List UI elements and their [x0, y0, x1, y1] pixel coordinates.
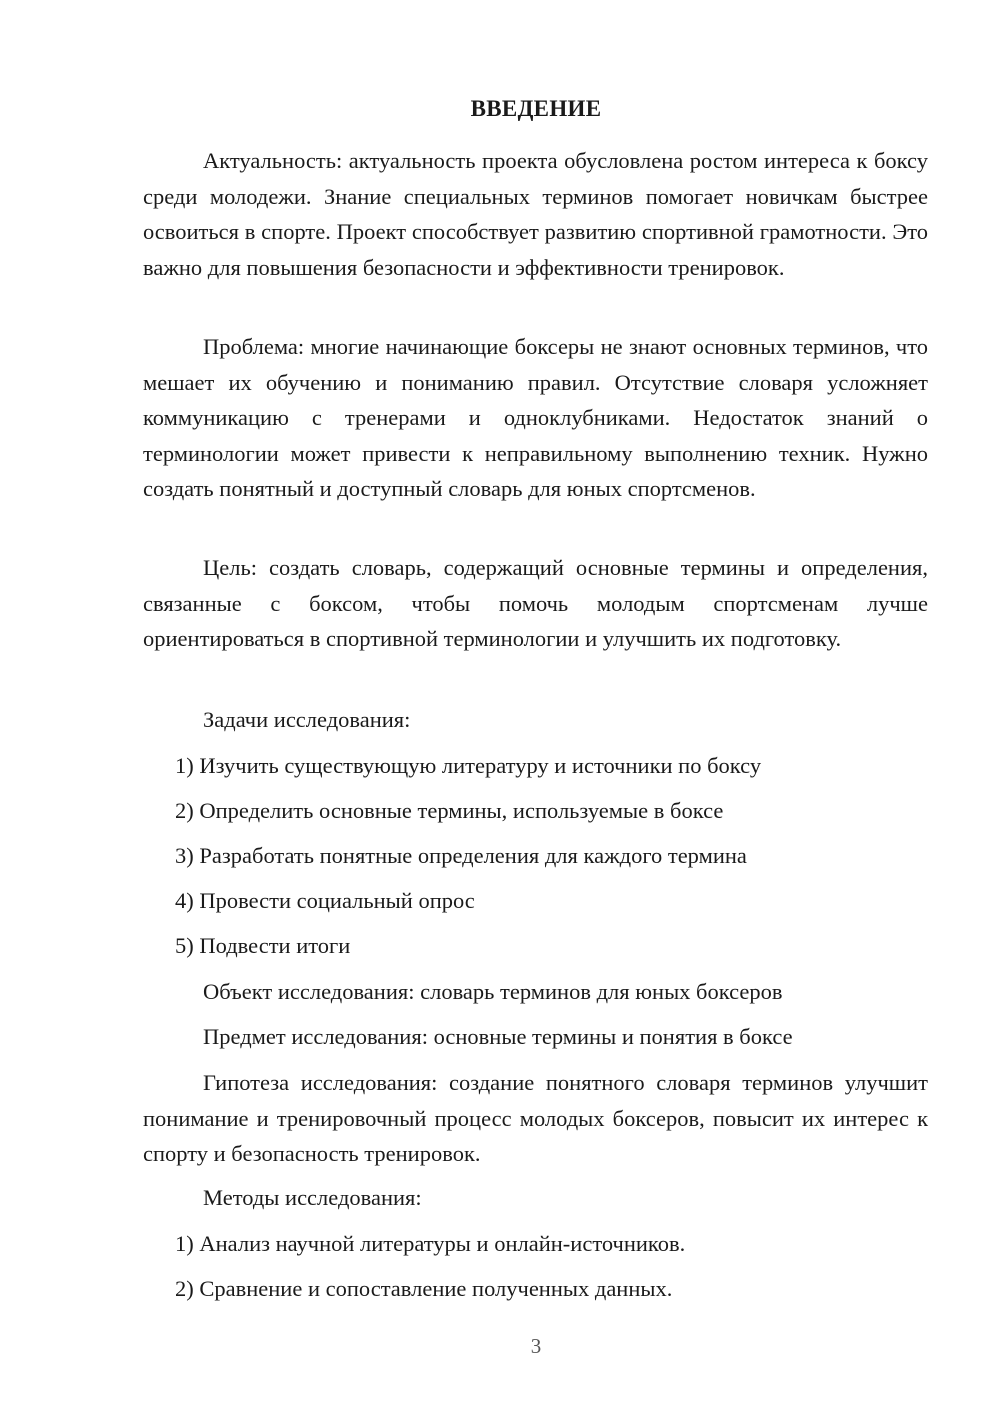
task-item-2: 2) Определить основные термины, используемые в боксе: [175, 798, 724, 823]
tasks-title: Задачи исследования:: [203, 707, 411, 732]
task-item-3: 3) Разработать понятные определения для каждого термина: [175, 843, 747, 868]
hypothesis-paragraph: Гипотеза исследования: создание понятного словаря терминов улучшит понимание и тренировочный процесс молодых боксеров, повысит их интерес к спорту и безопасность тренировок.: [143, 1070, 928, 1166]
problem-paragraph: Проблема: многие начинающие боксеры не знают основных терминов, что мешает их обучению и пониманию правил. Отсутствие словаря усложняет коммуникацию с тренерами и одноклубниками. Недостаток знаний о терминологии может привести к неправильному выполнению техник. Нужно создать понятный и доступный словарь для юных спортсменов.: [143, 334, 928, 501]
research-subject: Предмет исследования: основные термины и понятия в боксе: [203, 1024, 793, 1049]
task-item-5: 5) Подвести итоги: [175, 933, 351, 958]
method-item-2: 2) Сравнение и сопоставление полученных данных.: [175, 1276, 673, 1301]
goal-paragraph: Цель: создать словарь, содержащий основные термины и определения, связанные с боксом, чтобы помочь молодым спортсменам лучше ориентироваться в спортивной терминологии и улучшить их подготовку.: [143, 555, 928, 651]
methods-title: Методы исследования:: [203, 1185, 422, 1210]
task-item-4: 4) Провести социальный опрос: [175, 888, 475, 913]
task-item-1: 1) Изучить существующую литературу и источники по боксу: [175, 753, 762, 778]
page-number: 3: [530, 1334, 542, 1358]
method-item-1: 1) Анализ научной литературы и онлайн-источников.: [175, 1231, 686, 1256]
section-heading: ВВЕДЕНИЕ: [470, 96, 602, 121]
relevance-paragraph: Актуальность: актуальность проекта обусловлена ростом интереса к боксу среди молодежи. Знание специальных терминов помогает новичкам быстрее освоиться в спорте. Проект способствует развитию спортивной грамотности. Это важно для повышения безопасности и эффективности тренировок.: [143, 148, 928, 280]
research-object: Объект исследования: словарь терминов для юных боксеров: [203, 979, 783, 1004]
